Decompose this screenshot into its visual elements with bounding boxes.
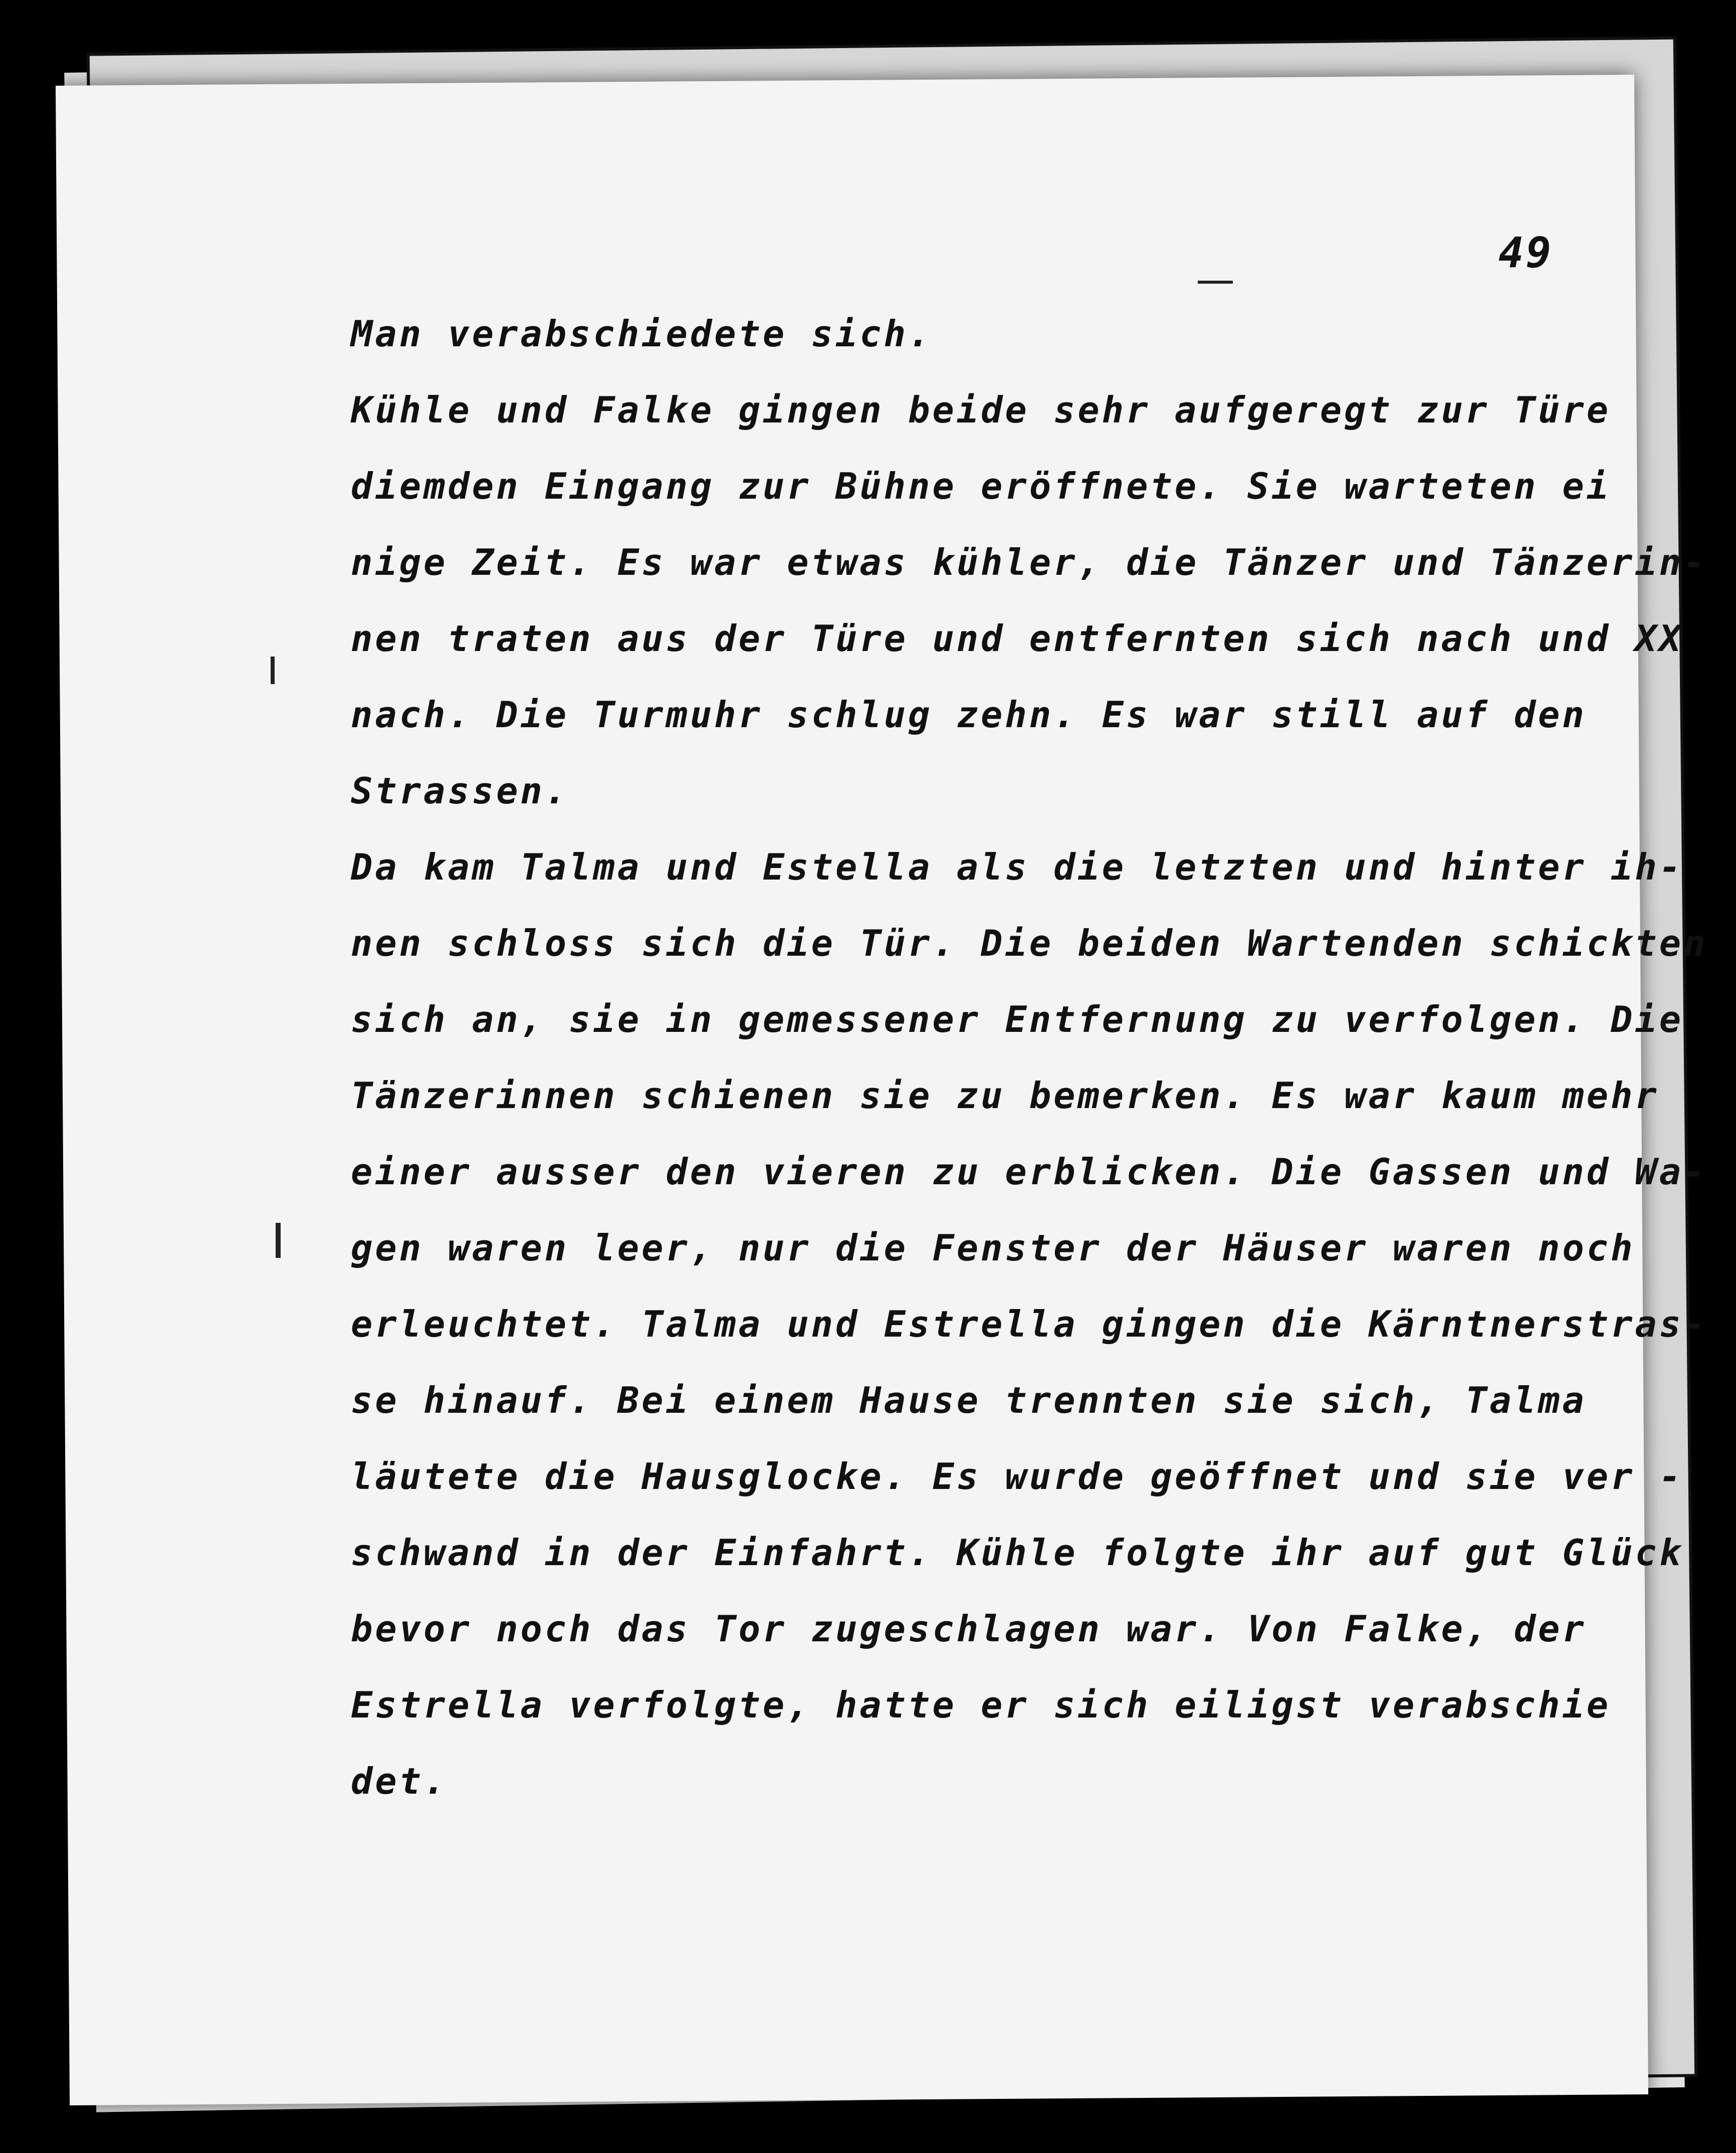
text-line: gen waren leer, nur die Fenster der Häuser waren noch [351, 1227, 1635, 1269]
text-line: Estrella verfolgte, hatte er sich eiligst verabschie [351, 1684, 1611, 1726]
page-number: 49 [1498, 228, 1554, 277]
text-line: nen schloss sich die Tür. Die beiden Wartenden schickten [351, 922, 1708, 964]
text-line: Tänzerinnen schienen sie zu bemerken. Es war kaum mehr [351, 1074, 1659, 1117]
text-line: sich an, sie in gemessener Entfernung zu verfolgen. Die [351, 998, 1684, 1040]
text-line: nen traten aus der Türe und entfernten sich nach und XX [351, 617, 1684, 660]
text-line: einer ausser den vieren zu erblicken. Die Gassen und Wa- [351, 1151, 1708, 1193]
text-line: Man verabschiedete sich. [351, 313, 933, 355]
text-line: nach. Die Turmuhr schlug zehn. Es war still auf den [351, 694, 1587, 736]
text-line: se hinauf. Bei einem Hause trennten sie sich, Talma [351, 1379, 1587, 1421]
text-line: schwand in der Einfahrt. Kühle folgte ihr auf gut Glück [351, 1532, 1684, 1574]
text-line: det. [351, 1760, 448, 1802]
text-line: Da kam Talma und Estella als die letzten und hinter ih- [351, 846, 1684, 888]
text-line: Strassen. [351, 770, 569, 812]
text-line: nige Zeit. Es war etwas kühler, die Tänzer und Tänzerin- [351, 541, 1708, 583]
text-line: Kühle und Falke gingen beide sehr aufgeregt zur Türe [351, 389, 1611, 431]
text-line: bevor noch das Tor zugeschlagen war. Von Falke, der [351, 1608, 1587, 1650]
typed-text-body [351, 296, 1708, 1819]
text-line: diemden Eingang zur Bühne eröffnete. Sie warteten ei [351, 465, 1611, 507]
scan-mark [271, 657, 275, 684]
text-line: erleuchtet. Talma und Estrella gingen die Kärntnerstras- [351, 1303, 1708, 1345]
scan-mark [1198, 281, 1233, 284]
scan-mark [276, 1223, 281, 1258]
text-line: läutete die Hausglocke. Es wurde geöffnet und sie ver - [351, 1455, 1684, 1497]
